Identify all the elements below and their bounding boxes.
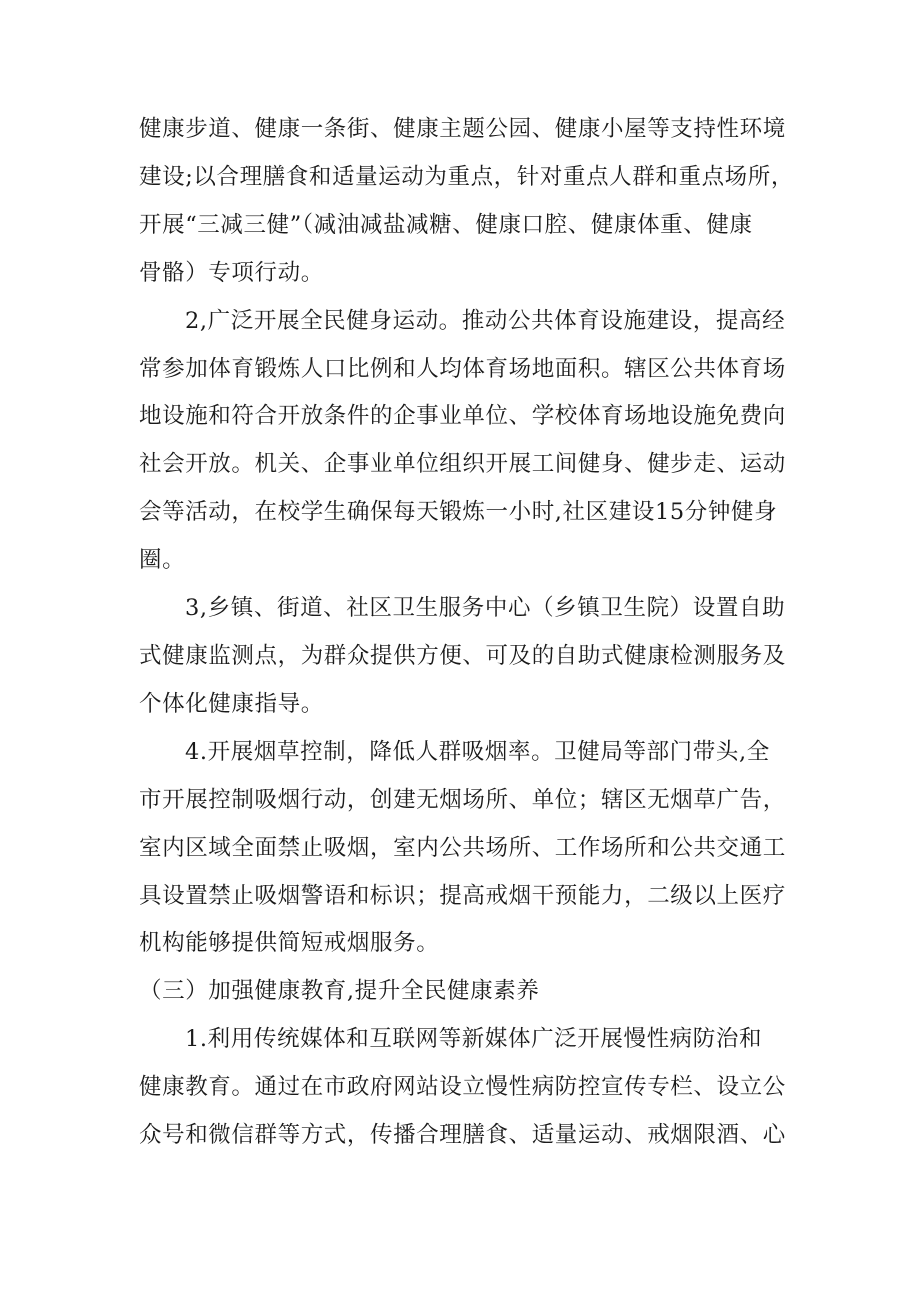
paragraph-item-2 [139,298,799,585]
text-line: 1.利用传统媒体和互联网等新媒体广泛开展慢性病防治和 [185,1026,763,1053]
text-line: 地设施和符合开放条件的企事业单位、学校体育场地设施免费向 [139,403,786,430]
text-line: 健康步道、健康一条街、健康主题公园、健康小屋等支持性环境 [139,116,786,142]
text-line: 众号和微信群等方式，传播合理膳食、适量运动、戒烟限酒、心 [139,1122,786,1149]
paragraph-item-3 [139,585,799,729]
paragraph-continuation [139,106,799,298]
text-line: 常参加体育锻炼人口比例和人均体育场地面积。辖区公共体育场 [139,355,786,382]
text-line: 3,乡镇、街道、社区卫生服务中心（乡镇卫生院）设置自助 [185,595,786,622]
text-line: 具设置禁止吸烟警语和标识；提高戒烟干预能力，二级以上医疗 [139,882,786,909]
text-line: 2,广泛开展全民健身运动。推动公共体育设施建设，提高经 [185,307,786,334]
text-line: 个体化健康指导。 [139,690,324,717]
text-line: 社会开放。机关、企事业单位组织开展工间健身、健步走、运动 [139,451,786,478]
document-body [139,106,799,1160]
text-line: 机构能够提供简短戒烟服务。 [139,930,440,957]
text-line: 式健康监测点，为群众提供方便、可及的自助式健康检测服务及 [139,642,786,669]
text-line: 建设;以合理膳食和适量运动为重点，针对重点人群和重点场所， [139,163,794,190]
text-line: 市开展控制吸烟行动，创建无烟场所、单位；辖区无烟草广告， [139,786,786,813]
text-line: 圈。 [139,547,186,574]
text-line: 会等活动，在校学生确保每天锻炼一小时,社区建设15分钟健身 [139,499,778,526]
text-line: 健康教育。通过在市政府网站设立慢性病防控宣传专栏、设立公 [139,1074,786,1101]
text-line: 4.开展烟草控制，降低人群吸烟率。卫健局等部门带头,全 [185,738,770,765]
section-heading [139,968,799,1016]
text-line: 室内区域全面禁止吸烟，室内公共场所、工作场所和公共交通工 [139,834,786,861]
section-heading-text: （三）加强健康教育,提升全民健康素养 [139,978,540,1005]
text-line: 骨骼）专项行动。 [139,259,324,286]
paragraph-item-4 [139,729,799,969]
text-line: 开展“三减三健”（减油减盐减糖、健康口腔、健康体重、健康 [139,211,753,238]
paragraph-item-1 [139,1016,799,1160]
